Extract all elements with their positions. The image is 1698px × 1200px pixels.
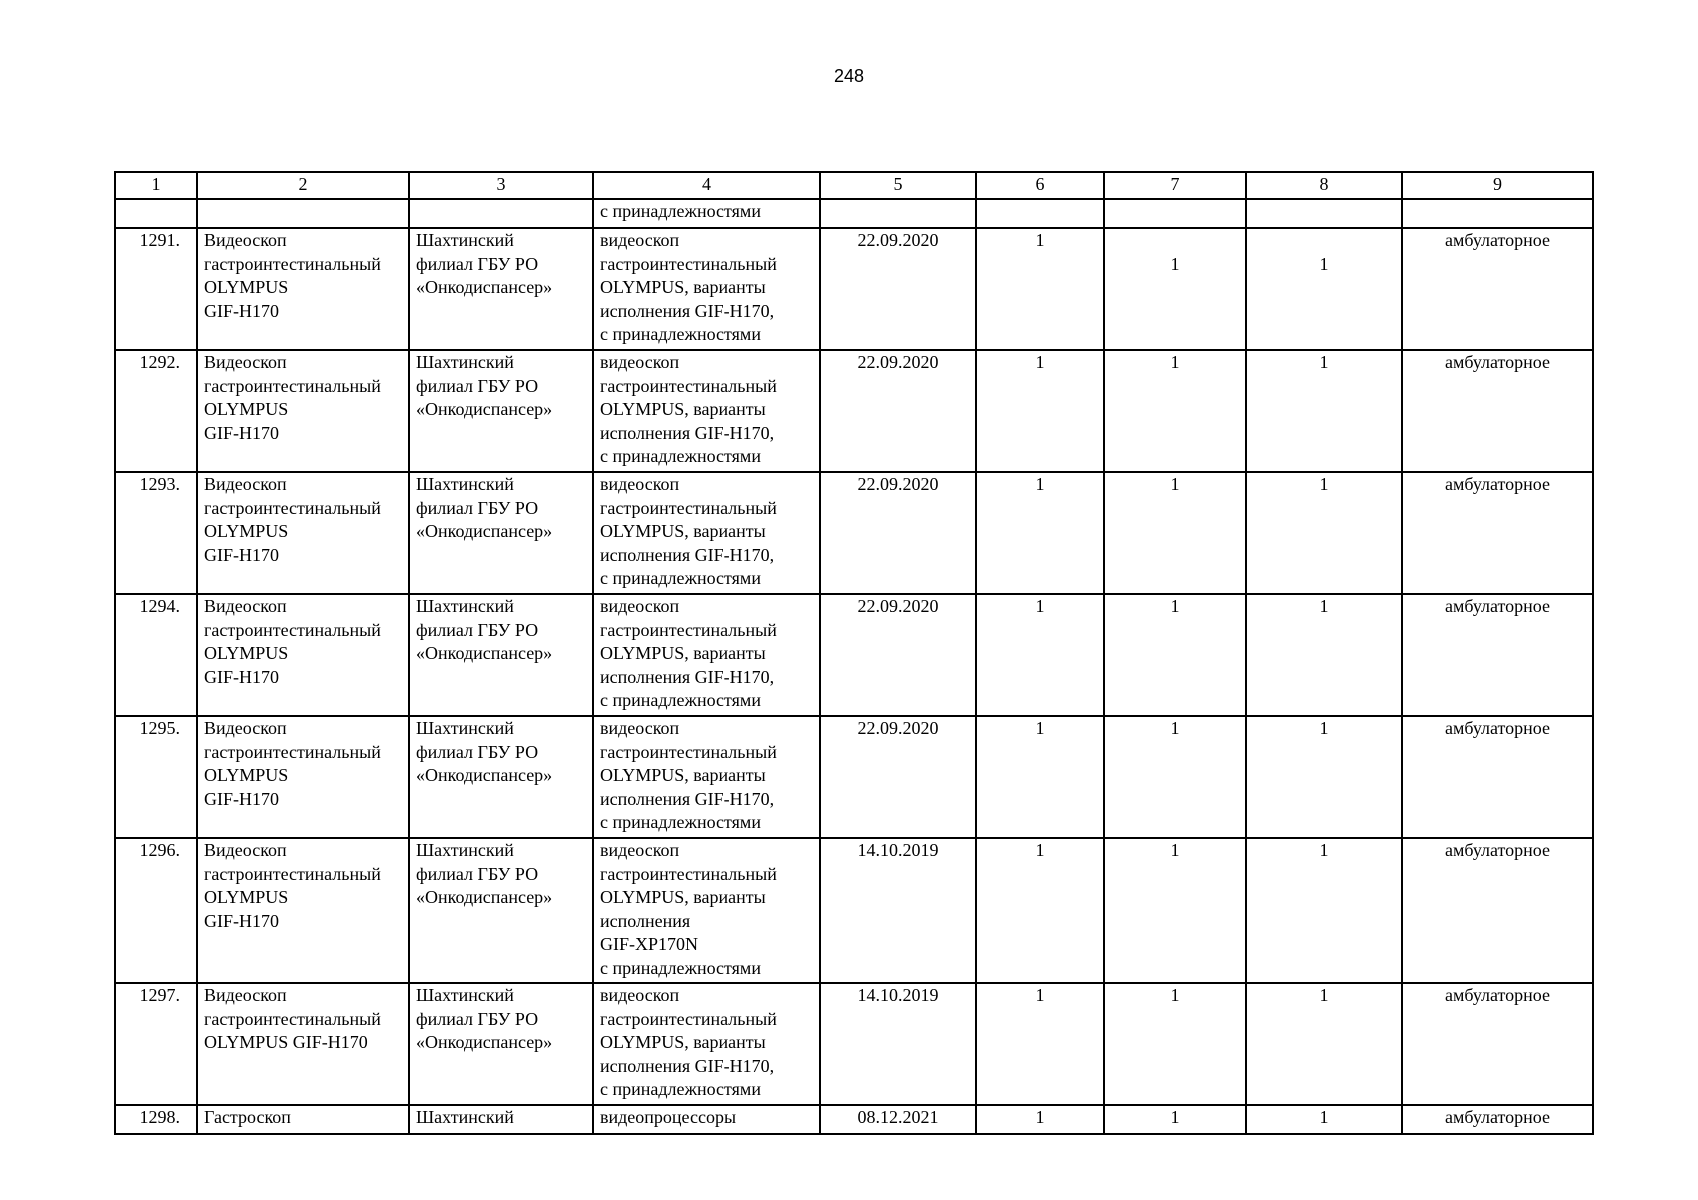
- row-number: 1296.: [115, 838, 197, 983]
- quantity-col6: 1: [976, 594, 1104, 716]
- cell-empty: [976, 199, 1104, 228]
- table-row: [115, 350, 1593, 472]
- quantity-col8: 1: [1246, 838, 1402, 983]
- cell-empty: [1104, 199, 1246, 228]
- row-number: 1295.: [115, 716, 197, 838]
- quantity-col6: 1: [976, 350, 1104, 472]
- cell-empty: [409, 199, 593, 228]
- continuation-description: с принадлежностями: [593, 199, 820, 228]
- row-number: 1292.: [115, 350, 197, 472]
- quantity-col6: 1: [976, 838, 1104, 983]
- table-row: [115, 472, 1593, 594]
- equipment-name: Видеоскоп гастроинтестинальный OLYMPUS GIF-H170: [197, 716, 409, 838]
- table-row: [115, 716, 1593, 838]
- registration-date: 08.12.2021: [820, 1105, 976, 1134]
- owner-organization: Шахтинский филиал ГБУ РО «Онкодиспансер»: [409, 983, 593, 1105]
- registration-date: 22.09.2020: [820, 228, 976, 350]
- equipment-name: Видеоскоп гастроинтестинальный OLYMPUS GIF-H170: [197, 594, 409, 716]
- equipment-description: видеоскоп гастроинтестинальный OLYMPUS, варианты исполнения GIF-H170, с принадлежностями: [593, 716, 820, 838]
- quantity-col8: 1: [1246, 716, 1402, 838]
- quantity-col6: 1: [976, 1105, 1104, 1134]
- equipment-name: Видеоскоп гастроинтестинальный OLYMPUS GIF-H170: [197, 228, 409, 350]
- column-number: 2: [197, 172, 409, 199]
- quantity-col8: 1: [1246, 472, 1402, 594]
- quantity-col8: [1246, 228, 1402, 350]
- column-number: 1: [115, 172, 197, 199]
- row-number: 1298.: [115, 1105, 197, 1134]
- owner-organization: Шахтинский филиал ГБУ РО «Онкодиспансер»: [409, 838, 593, 983]
- equipment-description: видеоскоп гастроинтестинальный OLYMPUS, варианты исполнения GIF-H170, с принадлежностями: [593, 350, 820, 472]
- care-mode: амбулаторное: [1402, 1105, 1593, 1134]
- continuation-row: [115, 199, 1593, 228]
- equipment-name: Видеоскоп гастроинтестинальный OLYMPUS GIF-H170: [197, 472, 409, 594]
- equipment-name: Видеоскоп гастроинтестинальный OLYMPUS GIF-H170: [197, 983, 409, 1105]
- quantity-col6: 1: [976, 983, 1104, 1105]
- table-row: [115, 228, 1593, 350]
- registration-date: 22.09.2020: [820, 350, 976, 472]
- care-mode: амбулаторное: [1402, 228, 1593, 350]
- equipment-description: видеоскоп гастроинтестинальный OLYMPUS, варианты исполнения GIF-H170, с принадлежностями: [593, 594, 820, 716]
- column-number: 7: [1104, 172, 1246, 199]
- quantity-col7: 1: [1104, 983, 1246, 1105]
- column-number: 6: [976, 172, 1104, 199]
- registration-date: 22.09.2020: [820, 594, 976, 716]
- equipment-name: Видеоскоп гастроинтестинальный OLYMPUS GIF-H170: [197, 838, 409, 983]
- equipment-description: видеоскоп гастроинтестинальный OLYMPUS, варианты исполнения GIF-H170, с принадлежностями: [593, 228, 820, 350]
- cell-empty: [820, 199, 976, 228]
- owner-organization: Шахтинский филиал ГБУ РО «Онкодиспансер»: [409, 594, 593, 716]
- owner-organization: Шахтинский филиал ГБУ РО «Онкодиспансер»: [409, 350, 593, 472]
- owner-organization: Шахтинский: [409, 1105, 593, 1134]
- quantity-col7: 1: [1104, 472, 1246, 594]
- quantity-col7: 1: [1104, 1105, 1246, 1134]
- owner-organization: Шахтинский филиал ГБУ РО «Онкодиспансер»: [409, 716, 593, 838]
- equipment-table: [114, 171, 1594, 1135]
- care-mode: амбулаторное: [1402, 350, 1593, 472]
- cell-empty: [115, 199, 197, 228]
- care-mode: амбулаторное: [1402, 472, 1593, 594]
- equipment-description: видеоскоп гастроинтестинальный OLYMPUS, варианты исполнения GIF-XP170N с принадлежностями: [593, 838, 820, 983]
- quantity-col8-value: 1: [1319, 253, 1329, 274]
- column-number: 3: [409, 172, 593, 199]
- quantity-col8: 1: [1246, 983, 1402, 1105]
- quantity-col6: 1: [976, 228, 1104, 350]
- row-number: 1293.: [115, 472, 197, 594]
- registration-date: 22.09.2020: [820, 716, 976, 838]
- registration-date: 14.10.2019: [820, 838, 976, 983]
- quantity-col7: 1: [1104, 350, 1246, 472]
- equipment-description: видеоскоп гастроинтестинальный OLYMPUS, варианты исполнения GIF-H170, с принадлежностями: [593, 472, 820, 594]
- page-number: 248: [833, 66, 865, 86]
- column-number: 8: [1246, 172, 1402, 199]
- quantity-col7: 1: [1104, 594, 1246, 716]
- quantity-col8: 1: [1246, 350, 1402, 472]
- row-number: 1294.: [115, 594, 197, 716]
- column-number: 4: [593, 172, 820, 199]
- cell-empty: [1246, 199, 1402, 228]
- table-row: [115, 838, 1593, 983]
- cell-empty: [197, 199, 409, 228]
- table-row: [115, 594, 1593, 716]
- table-row: [115, 1105, 1593, 1134]
- quantity-col7-value: 1: [1170, 253, 1180, 274]
- registration-date: 22.09.2020: [820, 472, 976, 594]
- care-mode: амбулаторное: [1402, 594, 1593, 716]
- table-row: [115, 983, 1593, 1105]
- care-mode: амбулаторное: [1402, 838, 1593, 983]
- row-number: 1291.: [115, 228, 197, 350]
- row-number: 1297.: [115, 983, 197, 1105]
- equipment-name: Видеоскоп гастроинтестинальный OLYMPUS GIF-H170: [197, 350, 409, 472]
- column-number: 9: [1402, 172, 1593, 199]
- owner-organization: Шахтинский филиал ГБУ РО «Онкодиспансер»: [409, 228, 593, 350]
- cell-empty: [1402, 199, 1593, 228]
- quantity-col8: 1: [1246, 1105, 1402, 1134]
- quantity-col7: [1104, 228, 1246, 350]
- quantity-col8: 1: [1246, 594, 1402, 716]
- quantity-col7: 1: [1104, 716, 1246, 838]
- quantity-col7: 1: [1104, 838, 1246, 983]
- equipment-description: видеоскоп гастроинтестинальный OLYMPUS, варианты исполнения GIF-H170, с принадлежностями: [593, 983, 820, 1105]
- care-mode: амбулаторное: [1402, 983, 1593, 1105]
- quantity-col6: 1: [976, 472, 1104, 594]
- equipment-description: видеопроцессоры: [593, 1105, 820, 1134]
- registration-date: 14.10.2019: [820, 983, 976, 1105]
- care-mode: амбулаторное: [1402, 716, 1593, 838]
- equipment-name: Гастроскоп: [197, 1105, 409, 1134]
- column-number: 5: [820, 172, 976, 199]
- owner-organization: Шахтинский филиал ГБУ РО «Онкодиспансер»: [409, 472, 593, 594]
- quantity-col6: 1: [976, 716, 1104, 838]
- column-number-row: [115, 172, 1593, 199]
